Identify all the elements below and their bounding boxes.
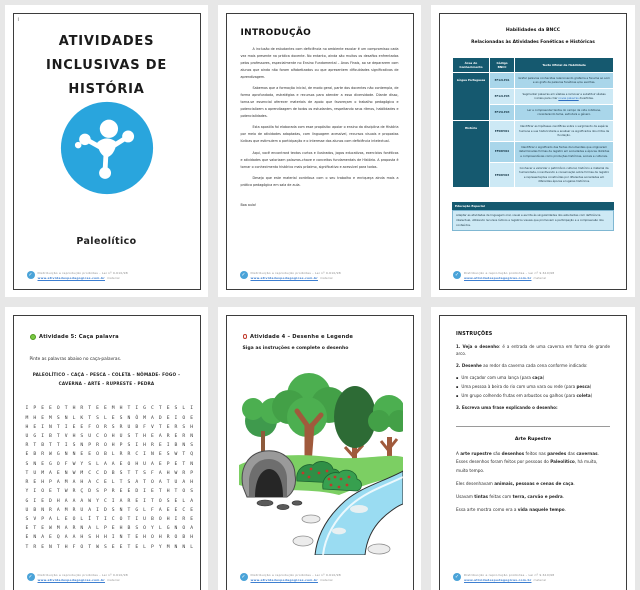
page-footer (240, 573, 341, 582)
footer-extra-text: material (106, 577, 120, 582)
bullet-coleta: ▪ Um grupo colhendo frutas em arbustos ou galhos (para coleta) (456, 392, 610, 401)
bncc-code-cell: EF06HI02 (489, 141, 514, 162)
publisher-logo-icon: ✓ (28, 271, 33, 278)
footer-link[interactable]: www.atividadespedagogicas.com.br (37, 577, 105, 582)
intro-paragraph: A inclusão de estudantes com deficiência no ambiente escolar é um compromisso cada vez mais presente na prática docente. No entanto, ainda são muitos os desafios enfrentados pelos professores, especialmente no Ensino Fundamental – Anos Finais, ao se depararem com alunos que ainda não foram alfabetizados ou que apresentem dificuldades significativas de aprendizagem. (240, 46, 399, 79)
footer-copyright-text: Distribuição e reprodução proibidas – Lei nº 9.610/98 (464, 270, 555, 275)
bullet-pesca: ▪ Uma pessoa à beira do rio com uma vara ou rede (para pesca) (456, 383, 610, 392)
intro-paragraph: Esta apostila foi elaborada com esse propósito: apoiar o ensino da disciplina de História por meio de atividades adaptadas, com linguagem acessível, recursos visuais e propostas lúdicas que estimulem a participação e o interesse dos alunos com deficiência intelectual. (240, 125, 399, 144)
wordsearch-row: Y I O E T W R Ç D S P R E E D I E T H T O S (25, 489, 195, 495)
grid-cell (426, 302, 640, 590)
footer-copyright-text: Distribuição e reprodução proibidas – Lei nº 9.610/98 (37, 270, 128, 275)
drawing-subtitle: Siga as instruções e complete o desenho (242, 345, 349, 351)
bncc-subtitle: Relacionadas às Atividades Fonéticas e Históricas (471, 39, 595, 45)
footer-extra-text: material (319, 577, 333, 582)
intro-paragraph: Aqui, você encontrará textos curtos e ilustrados, jogos educativos, exercícios fonéticos e atividades que valorizam palavras-chave e conceitos fundamentais de História. A proposta é tornar o conhecimento histórico mais próximo, significativo e acessível para todos. (240, 150, 399, 169)
bncc-code-cell: EF12LP05 (489, 88, 514, 104)
wordsearch-instruction: Pinte as palavras abaixo no caça-palavras. (29, 357, 122, 362)
bncc-title: Habilidades da BNCC (505, 27, 561, 33)
wordsearch-row: M H E M S N L K T S L E S N Ô M A D E I O E (25, 415, 195, 421)
footer-copyright-text: Distribuição e reprodução proibidas – Lei nº 9.610/98 (464, 572, 555, 577)
page-caca-palavra[interactable] (13, 315, 201, 590)
bncc-text-cell: Identificar as hipóteses científicas sobre o surgimento da espécie humana e sua historicidade e analisar os significados dos mitos de fundação. (515, 121, 614, 142)
footer-extra-text: material (533, 275, 547, 280)
bncc-header-row (453, 57, 614, 72)
instructions-title: INSTRUÇÕES (456, 331, 493, 337)
cave (242, 450, 295, 496)
bncc-text-cell: Segmentar palavras em sílabas e remover e substituir sílabas iniciais para criar novas palavras divertidas. (515, 88, 614, 104)
bncc-code-cell: EF12LP01 (489, 72, 514, 88)
cover-title (14, 30, 200, 102)
wordsearch-row: H E I N T I E E F O R S R U B F V T E R S H (25, 424, 195, 430)
person-share-icon (59, 100, 155, 200)
divider-line (456, 426, 610, 427)
bncc-header-area: Área do Conhecimento (453, 57, 490, 72)
wordsearch-row: T R E N T H F O T W S E E T E L P Y M N N L (25, 544, 195, 550)
wordsearch-row: R T B T T I S N P R O H P S I H R E I B N S (25, 443, 195, 449)
instruction-item-3: 3. Escreva uma frase explicando o desenho: (456, 405, 558, 411)
footer-extra-text: material (533, 577, 547, 582)
bncc-header-code: Código BNCC (489, 57, 514, 72)
wordsearch-grid[interactable] (25, 404, 195, 551)
word-list-line: CAVERNA – ARTE – RUPRESTE - PEDRA (58, 381, 155, 387)
word-list-line: PALEOLÍTICO – CAÇA – PESCA – COLETA – NÔMADE- FOGO – (32, 372, 181, 377)
page-desenhe-legende[interactable] (226, 315, 414, 590)
grid-cell (426, 0, 640, 302)
grid-cell (213, 302, 426, 590)
grid-cell (0, 0, 213, 302)
forest-cave-river-illustration (239, 359, 403, 555)
wordsearch-row: I P E E O T H R T E E M H T I G C T E S L I (25, 406, 195, 412)
page-footer (240, 271, 341, 280)
bncc-area-cell: História (453, 121, 490, 188)
wordsearch-row: S V P A L E O L Í T I C O T I U B O H I R E (25, 516, 195, 522)
arte-rupestre-title: Arte Rupestre (514, 437, 552, 443)
wordsearch-row: T U M A E N W M C C D B S T T S F A H W R P (25, 470, 195, 476)
wordsearch-word-list (26, 370, 188, 388)
publisher-logo-icon: ✓ (241, 573, 246, 580)
rocks (257, 500, 302, 510)
arte-paragraph: Usavam tintas feitas com terra, carvão e pedra. (456, 493, 565, 499)
footer-copyright-text: Distribuição e reprodução proibidas – Lei nº 9.610/98 (250, 572, 341, 577)
cover-title-line: HISTÓRIA (68, 81, 145, 97)
publisher-logo-icon: ✓ (28, 573, 33, 580)
footer-extra-text: material (106, 275, 120, 280)
page-footer (27, 573, 128, 582)
publisher-logo-icon: ✓ (241, 271, 246, 278)
arte-paragraph: Essa arte mostra como era a vida naquele tempo. (456, 507, 566, 513)
footer-copyright-text: Distribuição e reprodução proibidas – Lei nº 9.610/98 (37, 572, 128, 577)
footer-link[interactable]: www.atividadespedagogicas.com.br (464, 275, 532, 280)
cover-title-line: ATIVIDADES (58, 33, 155, 49)
instruction-bullets (456, 374, 610, 400)
bncc-code-cell: EF15LP03 (489, 104, 514, 120)
activity-red-dot-icon (243, 334, 248, 339)
wordsearch-row: E B R W G N N E E O B L R R C I N E S W T Q (25, 452, 195, 458)
footer-extra-text: material (319, 275, 333, 280)
instruction-item-1: 1. Veja o desenho: é a entrada de uma caverna em forma de grande arco. (456, 343, 610, 357)
bncc-table-row (453, 72, 614, 88)
bncc-table (452, 57, 614, 189)
activity5-title: Atividade 5: Caça palavra (39, 333, 119, 340)
footer-link[interactable]: www.atividadespedagogicas.com.br (250, 577, 318, 582)
instruction-item-2: 2. Desenhe ao redor da caverna cada cena conforme indicado: (456, 363, 588, 369)
bncc-area-cell: Língua Portuguesa (453, 72, 490, 121)
bncc-text-cell: Ler e compreender textos do campo da vida cotidiana, considerando tema, estrutura e gênero. (515, 104, 614, 120)
bncc-code-cell: EF06HI03 (489, 162, 514, 187)
grid-cell (213, 0, 426, 302)
wordsearch-row: S N E G O F W Y S L A A E O H U A E P E T N (25, 461, 195, 467)
educacao-especial-block (452, 202, 614, 231)
page-footer (453, 573, 554, 582)
wordsearch-row: R E H P A M A H A C E L T S A T O A T U A H (25, 480, 195, 486)
educacao-especial-title: Educação Especial (452, 202, 614, 210)
wordsearch-row: G I E D H A A A W Y C I A R E I T O S E L A (25, 498, 195, 504)
arte-paragraph: A arte rupestre são desenhos feitos nas paredes das cavernas. Esses desenhos foram feitos por pessoas do Paleolítico, há muito, muito tempo. (456, 451, 599, 473)
page-footer (27, 271, 128, 280)
intro-paragraph: Sabemos que a formação inicial, de modo geral, parte dos docentes não contempla, de forma aprofundada, estratégias e recursos para atender a essa diversidade. Diante disso, torna-se essencial oferecer materiais de apoio que favoreçam o trabalho pedagógico e potencializem a aprendizagem de todos os estudantes, respeitando seus ritmos, habilidades e potencialidades. (240, 85, 399, 119)
footer-link[interactable]: www.atividadespedagogicas.com.br (37, 275, 105, 280)
wordsearch-row: E T E W M A R N A L P E H B S O Y L G N O A (25, 526, 195, 532)
footer-copyright-text: Distribuição e reprodução proibidas – Lei nº 9.610/98 (250, 270, 341, 275)
bncc-header-text: Texto Oficial da Habilidade (515, 57, 614, 72)
activity4-title: Atividade 4 – Desenhe e Legende (250, 333, 354, 340)
page-instrucoes[interactable] (439, 315, 627, 590)
wordsearch-row: E N A E Q A A H S H H I N T E H O H R O B H (25, 535, 195, 541)
bncc-code-cell: EF06HI01 (489, 121, 514, 142)
grid-cell (0, 302, 213, 590)
wordsearch-row: U G I B T V H S U C O H U S T H E A R E R N (25, 434, 195, 440)
cover-title-line: INCLUSIVAS DE (45, 57, 168, 73)
arte-paragraph: Eles desenhavam animais, pessoas e cenas de caça. (456, 480, 575, 486)
educacao-especial-text: Adaptar as atividades de linguagem oral, visual e escrita às singularidades dos estudantes com deficiência intelectual, utilizando recursos lúdicos e registros visuais que promovam a participação e a compreensão dos conteúdos. (452, 210, 614, 231)
bncc-text-cell: Identificar o significado das fontes documentais que originaram determinadas formas de registro em sociedades e épocas distintas e compreendê-las como produções históricas, sociais e culturais. (515, 141, 614, 162)
bncc-text-cell: Grafar palavras conhecidas relacionando grafema e fonema ao som e ao grafo de palavras fonéticas e/ou escritas. (515, 72, 614, 88)
page-bncc[interactable] (439, 13, 627, 290)
cover-subtitle: Paleolítico (76, 235, 137, 247)
publisher-logo-icon: ✓ (454, 573, 460, 580)
intro-paragraph: Desejo que este material contribua com o seu trabalho e enriqueça ainda mais a prática pedagógica em sala de aula. (240, 175, 399, 187)
activity-green-dot-icon (30, 334, 37, 341)
bullet-caca: ▪ Um caçador com uma lança (para caça) (456, 374, 610, 383)
bncc-text-cell: Conhecer e valorizar o patrimônio cultural, histórico e material da humanidade, incentivando a conservação sobre formas de registro e representações construídas por diferentes sociedades em diferentes épocas e lugares históricos. (515, 162, 614, 187)
intro-closing: Boa aula! (240, 202, 257, 207)
footer-link[interactable]: www.atividadespedagogicas.com.br (250, 275, 318, 280)
footer-link[interactable]: www.atividadespedagogicas.com.br (464, 577, 532, 582)
page-corner-mark: i (17, 16, 19, 23)
page-cover[interactable] (13, 13, 201, 290)
page-footer (453, 271, 554, 280)
publisher-logo-icon: ✓ (454, 271, 460, 278)
intro-title: INTRODUÇÃO (240, 27, 312, 38)
wordsearch-row: U B N R A M R U A I D S N T G L F A E E C E (25, 507, 195, 513)
page-introducao[interactable] (226, 13, 414, 290)
bncc-table-row (453, 121, 614, 142)
